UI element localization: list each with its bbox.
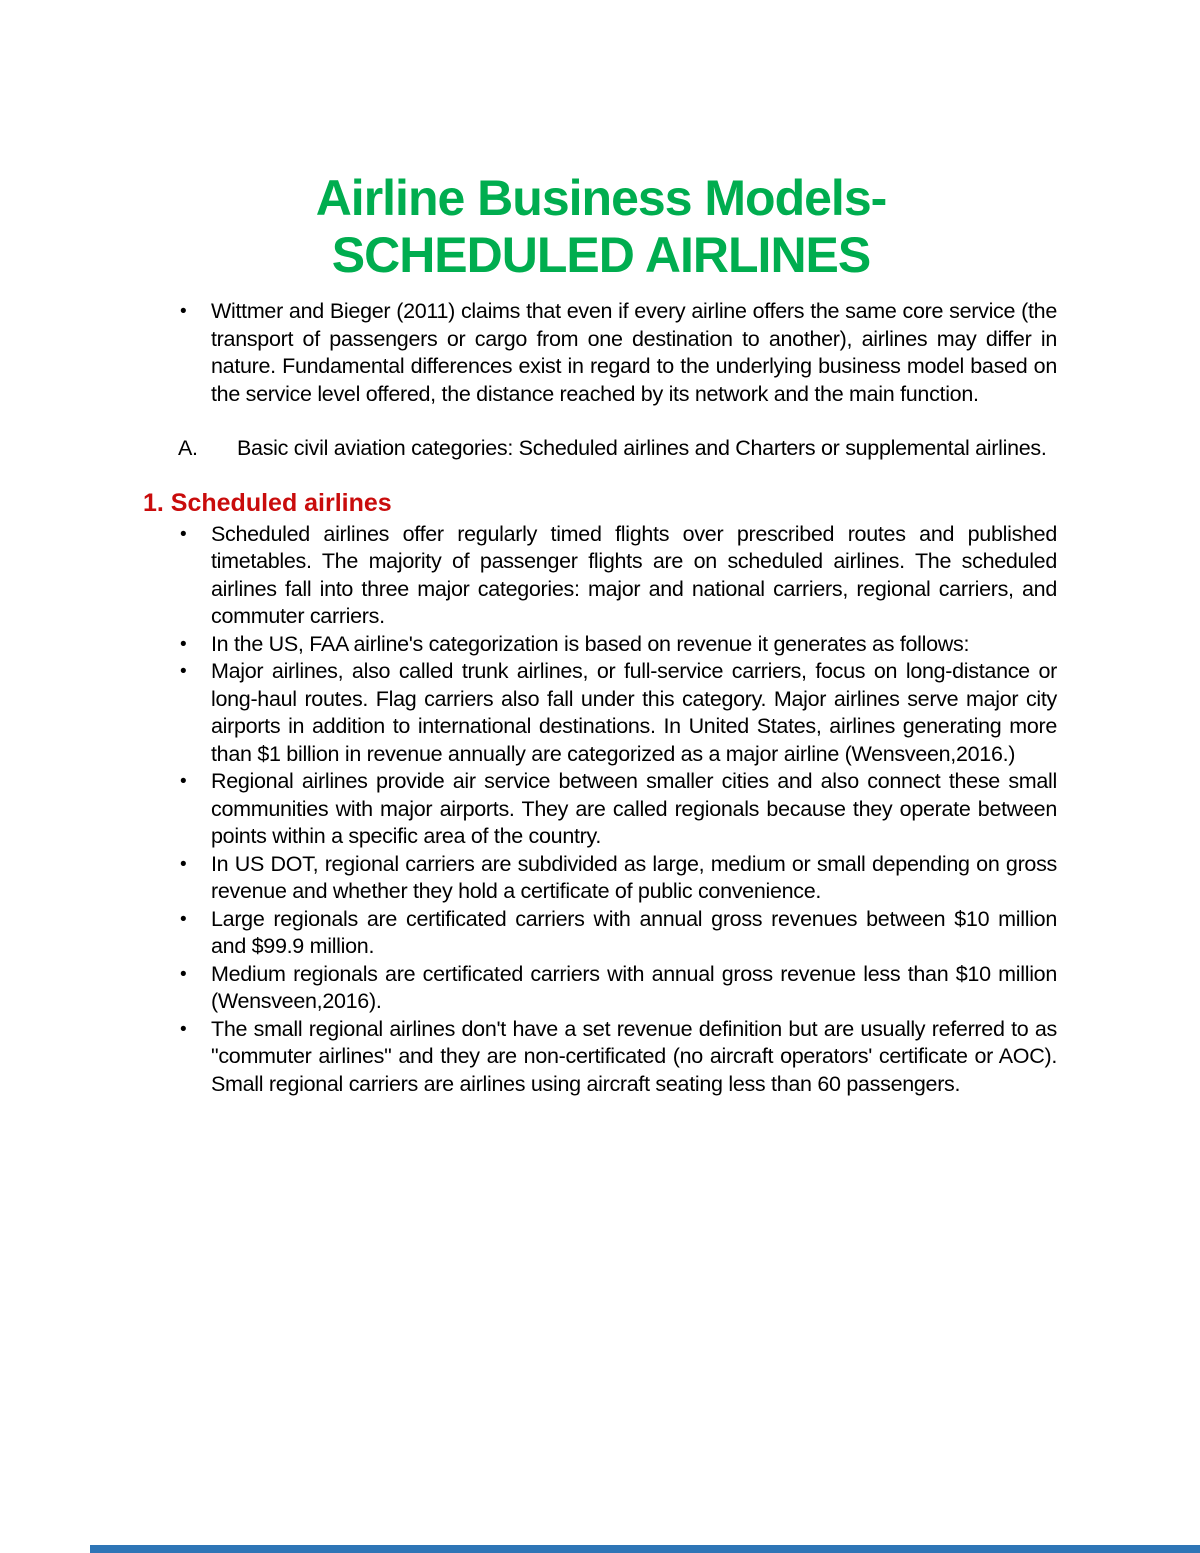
bullet-text: In US DOT, regional carriers are subdivided as large, medium or small depending on gross revenue and whether they hold a certificate of public convenience. (211, 851, 1057, 903)
bullet-marker-icon: • (180, 853, 187, 875)
section-bullet-list (145, 521, 1057, 1099)
bullet-marker-icon: • (180, 523, 187, 545)
bullet-marker-icon: • (180, 963, 187, 985)
document-content (145, 170, 1057, 1098)
bullet-text: In the US, FAA airline's categorization is based on revenue it generates as follows: (211, 631, 970, 656)
bullet-text: Regional airlines provide air service between smaller cities and also connect these small communities with major airports. They are called regionals because they operate between points within a specific area of the country. (211, 769, 1057, 848)
bullet-text: Medium regionals are certificated carriers with annual gross revenue less than $10 million (Wensveen,2016). (211, 961, 1057, 1013)
title-line-1: Airline Business Models- (315, 170, 887, 226)
bullet-item (145, 851, 1057, 906)
bullet-text: The small regional airlines don't have a set revenue definition but are usually referred to as "commuter airlines" and they are non-certificated (no aircraft operators' certificate or AOC). Small regional carriers are airlines using aircraft seating less than 60 passengers. (211, 1016, 1057, 1096)
lettered-item-marker: A. (178, 436, 198, 460)
bullet-marker-icon: • (180, 633, 187, 655)
intro-bullet-list (145, 298, 1057, 408)
bullet-marker-icon: • (180, 661, 187, 682)
lettered-item-text: Basic civil aviation categories: Scheduled airlines and Charters or supplemental airlines. (237, 436, 1047, 460)
document-title (145, 170, 1057, 284)
lettered-item (145, 435, 1057, 463)
title-line-2: SCHEDULED AIRLINES (331, 227, 871, 283)
bullet-item (145, 1016, 1057, 1099)
bullet-text: Major airlines, also called trunk airlines, or full-service carriers, focus on long-distance or long-haul routes. Flag carriers also fall under this category. Major airlines serve major city airports in addition to international destinations. In United States, airlines generating more than $1 billion in revenue annually are categorized as a major airline (Wensveen,2016.) (211, 659, 1057, 766)
bullet-item (145, 658, 1057, 768)
bullet-text: Wittmer and Bieger (2011) claims that even if every airline offers the same core service (the transport of passengers or cargo from one destination to another), airlines may differ in nature. Fundamental differences exist in regard to the underlying business model based on the service level offered, the distance reached by its network and the main function. (211, 299, 1057, 406)
section-heading: 1. Scheduled airlines (143, 488, 392, 517)
bullet-marker-icon: • (180, 908, 187, 930)
bullet-text: Large regionals are certificated carriers with annual gross revenues between $10 million and $99.9 million. (211, 906, 1057, 958)
bullet-item (145, 961, 1057, 1016)
bullet-item (145, 298, 1057, 408)
bullet-marker-icon: • (180, 301, 187, 322)
bullet-item (145, 631, 1057, 659)
bullet-item (145, 906, 1057, 961)
bullet-marker-icon: • (180, 1018, 187, 1040)
bullet-marker-icon: • (180, 771, 187, 792)
footer-bar (90, 1545, 1200, 1553)
bullet-item (145, 768, 1057, 851)
bullet-text: Scheduled airlines offer regularly timed flights over prescribed routes and published timetables. The majority of passenger flights are on scheduled airlines. The scheduled airlines fall into three major categories: major and national carriers, regional carriers, and commuter carriers. (211, 521, 1057, 628)
bullet-item (145, 521, 1057, 631)
